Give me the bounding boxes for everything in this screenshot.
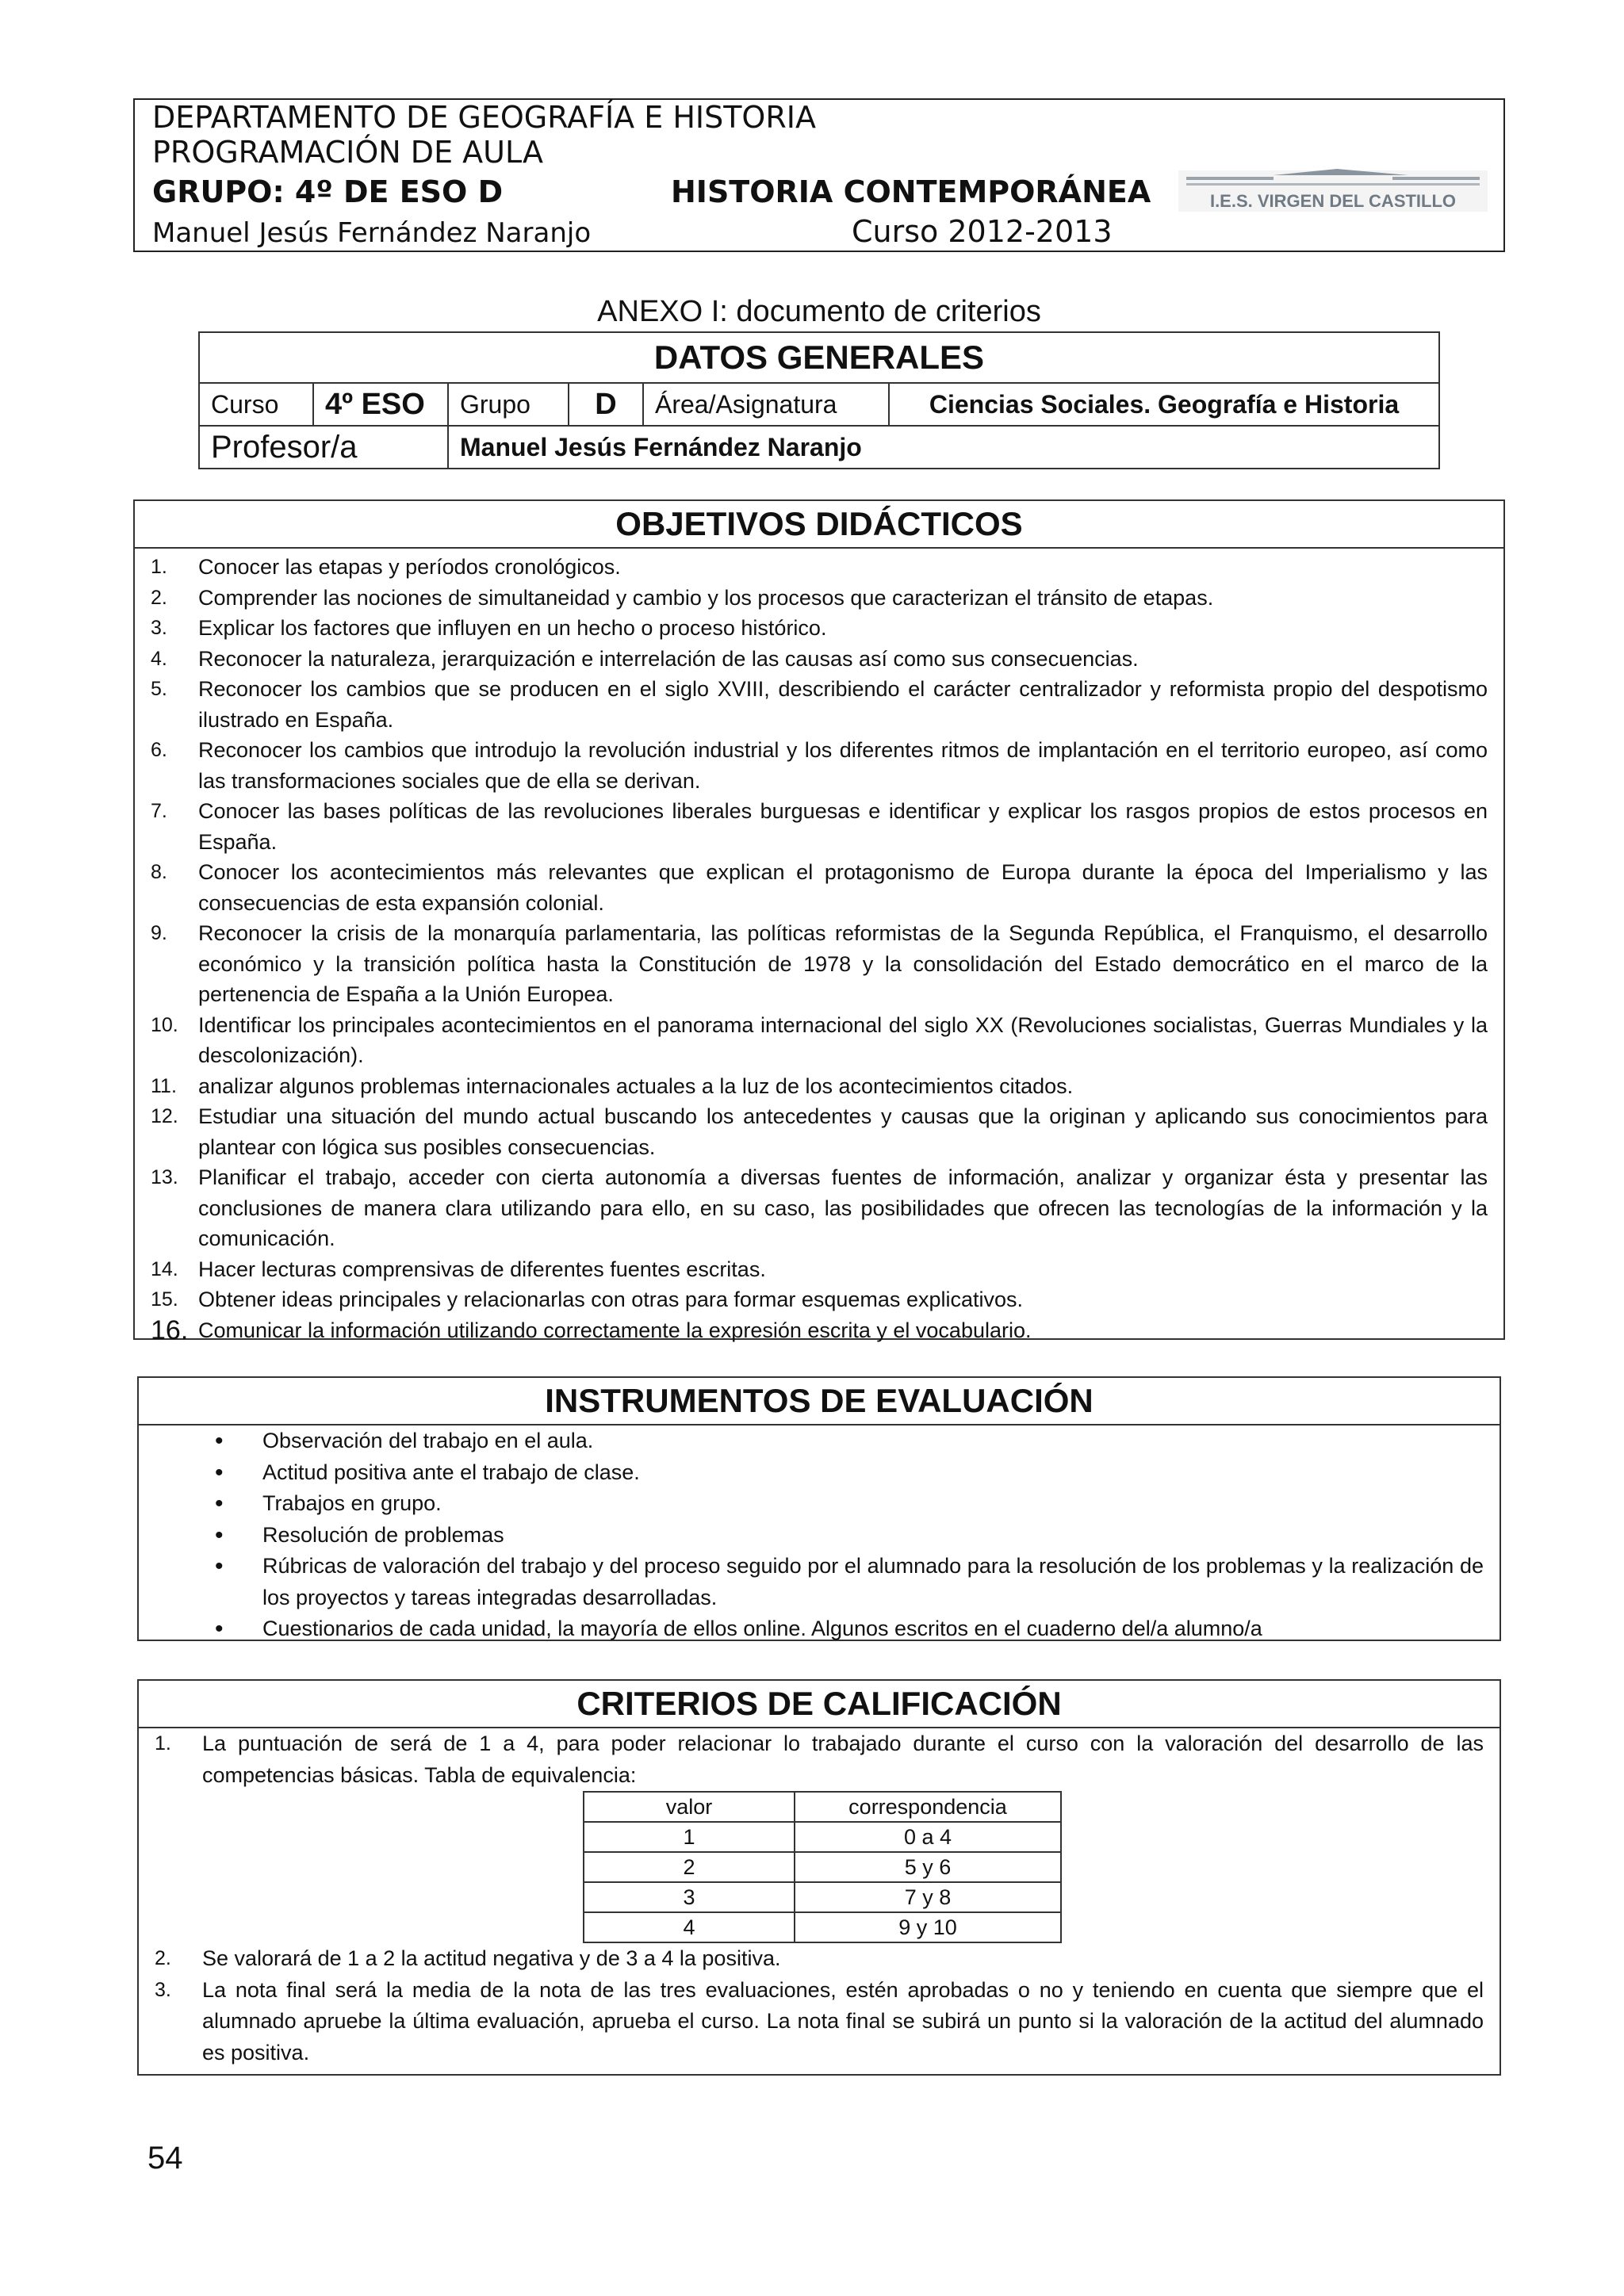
list-item: 2. Comprender las nociones de simultaneidad y cambio y los procesos que caracterizan el tránsito de etapas. <box>151 585 1214 610</box>
criterios-title: CRITERIOS DE CALIFICACIÓN <box>139 1681 1500 1728</box>
list-item: • Resolución de problemas <box>215 1520 1484 1552</box>
svg-text:I.E.S. VIRGEN DEL CASTILLO: I.E.S. VIRGEN DEL CASTILLO <box>1209 191 1457 211</box>
list-item: 4. Reconocer la naturaleza, jerarquización e interrelación de las causas así como sus consecuencias. <box>151 646 1139 671</box>
list-item: 14. Hacer lecturas comprensivas de diferentes fuentes escritas. <box>151 1257 766 1281</box>
list-item: • Cuestionarios de cada unidad, la mayoría de ellos online. Algunos escritos en el cuaderno del/a alumno/a <box>215 1613 1484 1645</box>
objetivos-title: OBJETIVOS DIDÁCTICOS <box>135 501 1503 549</box>
header-department: DEPARTAMENTO DE GEOGRAFÍA E HISTORIA <box>152 100 816 135</box>
list-item: 2. Se valorará de 1 a 2 la actitud negativa y de 3 a 4 la positiva. <box>155 1946 781 1970</box>
area-value: Ciencias Sociales. Geografía e Historia <box>889 383 1439 426</box>
list-item: 3. La nota final será la media de la nota de las tres evaluaciones, estén aprobadas o no y teniendo en cuenta que siempre que el alumnado apruebe la última evaluación, aprueba el curso. La nota final se subirá un punto si la valoración de la actitud del alumnado es positiva. <box>155 1977 1484 2064</box>
table-row <box>584 1822 1061 1852</box>
list-item: • Observación del trabajo en el aula. <box>215 1425 1484 1457</box>
objetivos-section <box>133 499 1505 1345</box>
table-row <box>584 1792 1061 1822</box>
list-item: 9. Reconocer la crisis de la monarquía parlamentaria, las políticas reformistas de la Segunda República, el Franquismo, el desarrollo económico y la transición política hasta la Constitución de 1978 y la consolidación del Estado democrático en el marco de la pertenencia de España a la Unión Europea. <box>151 921 1488 1006</box>
list-item: • Actitud positiva ante el trabajo de clase. <box>215 1457 1484 1489</box>
header-grupo: GRUPO: 4º DE ESO D <box>152 174 504 209</box>
table-cell: 7 y 8 <box>795 1882 1061 1912</box>
instrumentos-title: INSTRUMENTOS DE EVALUACIÓN <box>139 1378 1500 1425</box>
table-cell: 4 <box>584 1912 795 1942</box>
list-item: 7. Conocer las bases políticas de las revoluciones liberales burguesas e identificar y explicar los rasgos propios de estos procesos en España. <box>151 799 1488 854</box>
objetivos-list <box>135 549 1503 1345</box>
school-logo <box>1178 167 1488 215</box>
datos-generales-table <box>198 331 1440 469</box>
header-materia: HISTORIA CONTEMPORÁNEA <box>671 174 1151 209</box>
instrumentos-section <box>137 1376 1501 1641</box>
instrumentos-list <box>139 1425 1500 1645</box>
anexo-title: ANEXO I: documento de criterios <box>597 295 1041 328</box>
table-header-valor: valor <box>584 1792 795 1822</box>
list-item: • Rúbricas de valoración del trabajo y del proceso seguido por el alumnado para la resolución de los problemas y la realización de los proyectos y tareas integradas desarrolladas. <box>215 1551 1484 1613</box>
table-row <box>584 1882 1061 1912</box>
document-header <box>133 98 1505 252</box>
header-author: Manuel Jesús Fernández Naranjo <box>152 217 592 249</box>
header-course-year: Curso 2012-2013 <box>852 214 1113 249</box>
table-header-correspondencia: correspondencia <box>795 1792 1061 1822</box>
equivalence-table <box>583 1791 1062 1943</box>
profesor-label: Profesor/a <box>199 426 448 469</box>
table-row <box>584 1912 1061 1942</box>
table-cell: 3 <box>584 1882 795 1912</box>
page-number: 54 <box>147 2141 183 2175</box>
table-row <box>584 1852 1061 1882</box>
header-programacion: PROGRAMACIÓN DE AULA <box>152 135 543 170</box>
list-item: 10. Identificar los principales acontecimientos en el panorama internacional del siglo XX (Revoluciones socialistas, Guerras Mundiales y la descolonización). <box>151 1012 1488 1067</box>
list-item: 1. Conocer las etapas y períodos cronológicos. <box>151 555 621 579</box>
criterios-section <box>137 1679 1501 2076</box>
list-item: 6. Reconocer los cambios que introdujo la revolución industrial y los diferentes ritmos de implantación en el territorio europeo, así como las transformaciones sociales que de ella se derivan. <box>151 738 1488 793</box>
school-building-icon <box>1178 167 1488 215</box>
grupo-label: Grupo <box>448 383 569 426</box>
table-cell: 0 a 4 <box>795 1822 1061 1852</box>
table-cell: 1 <box>584 1822 795 1852</box>
list-item: 13. Planificar el trabajo, acceder con cierta autonomía a diversas fuentes de información, analizar y organizar ésta y presentar las conclusiones de manera clara utilizando para ello, en su caso, las posibilidades que ofrecen las tecnologías de la información y la comunicación. <box>151 1165 1488 1250</box>
curso-label: Curso <box>199 383 313 426</box>
list-item: • Trabajos en grupo. <box>215 1488 1484 1520</box>
area-label: Área/Asignatura <box>643 383 889 426</box>
grupo-value: D <box>569 383 643 426</box>
table-cell: 9 y 10 <box>795 1912 1061 1942</box>
list-item: 5. Reconocer los cambios que se producen en el siglo XVIII, describiendo el carácter centralizador y reformista propio del despotismo ilustrado en España. <box>151 677 1488 732</box>
profesor-value: Manuel Jesús Fernández Naranjo <box>448 426 1439 469</box>
list-item: 3. Explicar los factores que influyen en un hecho o proceso histórico. <box>151 616 827 640</box>
datos-generales-title: DATOS GENERALES <box>199 332 1439 383</box>
list-item: 15. Obtener ideas principales y relacionarlas con otras para formar esquemas explicativos. <box>151 1288 1024 1311</box>
list-item: 11. analizar algunos problemas internacionales actuales a la luz de los acontecimientos citados. <box>151 1073 1074 1098</box>
list-item: 8. Conocer los acontecimientos más relevantes que explican el protagonismo de Europa durante la época del Imperialismo y las consecuencias de esta expansión colonial. <box>151 860 1488 915</box>
list-item: 12. Estudiar una situación del mundo actual buscando los antecedentes y causas que la originan y aplicando sus conocimientos para plantear con lógica sus posibles consecuencias. <box>151 1104 1488 1159</box>
list-item: 16. Comunicar la información utilizando correctamente la expresión escrita y el vocabulario. <box>151 1314 1032 1345</box>
list-item: 1. La puntuación de será de 1 a 4, para poder relacionar lo trabajado durante el curso con la valoración del desarrollo de las competencias básicas. Tabla de equivalencia: <box>155 1732 1484 1787</box>
curso-value: 4º ESO <box>313 383 448 426</box>
table-cell: 2 <box>584 1852 795 1882</box>
table-cell: 5 y 6 <box>795 1852 1061 1882</box>
